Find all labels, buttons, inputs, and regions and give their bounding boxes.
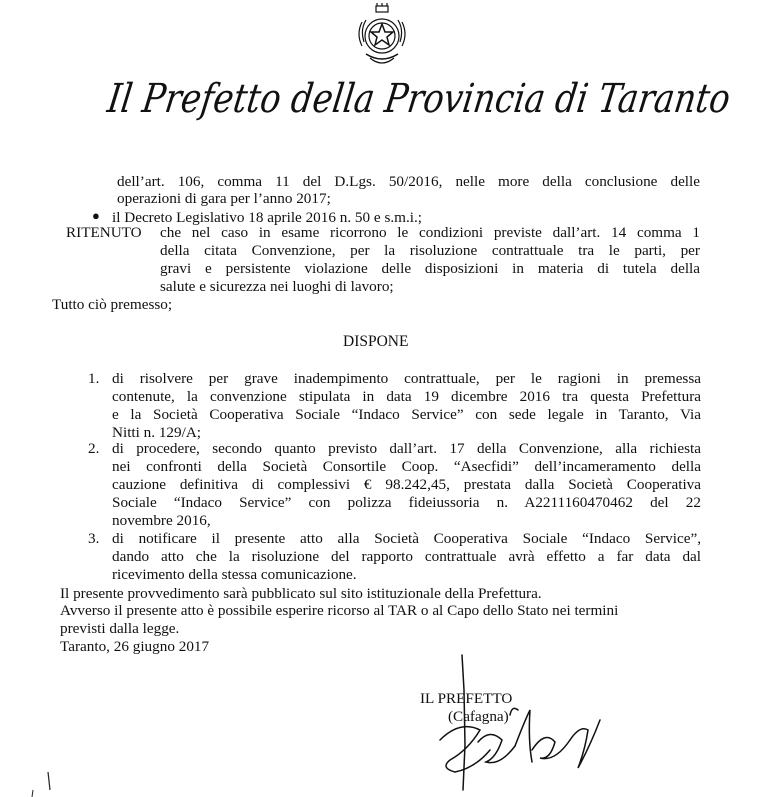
item-line: Sociale “Indaco Service” con polizza fideiussoria n. A2211160470462 del 22 — [112, 494, 701, 511]
item-line: novembre 2016, — [112, 512, 211, 529]
item-number: 1. — [88, 370, 100, 387]
preamble-line: operazioni di gara per l’anno 2017; — [117, 190, 331, 207]
item-line: ricevimento della stessa comunicazione. — [112, 566, 357, 583]
premesso-text: Tutto ciò premesso; — [52, 296, 173, 313]
republic-emblem-icon — [352, 2, 412, 72]
item-line: dando atto che la risoluzione del rapporto contrattuale avrà effetto a far data dal — [112, 548, 701, 565]
item-line: cauzione definitiva di complessivi € 98.242,45, prestata dalla Società Cooperativa — [112, 476, 701, 493]
date-line: Taranto, 26 giugno 2017 — [60, 638, 210, 655]
ritenuto-label: RITENUTO — [66, 224, 142, 241]
item-number: 3. — [88, 530, 100, 547]
bullet-text: il Decreto Legislativo 18 aprile 2016 n. 50 e s.m.i.; — [112, 209, 423, 226]
signature-name: (Cafagna) — [448, 708, 509, 725]
preamble-line: dell’art. 106, comma 11 del D.Lgs. 50/2016, nelle more della conclusione delle — [117, 173, 700, 190]
ritenuto-line: gravi e persistente violazione delle disposizioni in materia di tutela della — [160, 260, 700, 277]
signature-title: IL PREFETTO — [420, 690, 513, 707]
closing-line: Avverso il presente atto è possibile esperire ricorso al TAR o al Capo dello Stato nei termini — [60, 602, 619, 619]
ritenuto-line: salute e sicurezza nei luoghi di lavoro; — [160, 278, 394, 295]
scan-mark — [28, 768, 58, 797]
page-title: Il Prefetto della Provincia di Taranto — [104, 76, 734, 122]
item-line: e la Società Cooperativa Sociale “Indaco Service” con sede legale in Taranto, Via — [112, 406, 701, 423]
closing-line: Il presente provvedimento sarà pubblicato sul sito istituzionale della Prefettura. — [60, 585, 542, 602]
item-line: Nitti n. 129/A; — [112, 424, 202, 441]
ritenuto-line: della citata Convenzione, per la risoluzione contrattuale tra le parti, per — [160, 242, 700, 259]
closing-line: previsti dalla legge. — [60, 620, 180, 637]
dispone-heading: DISPONE — [343, 333, 409, 350]
bullet-icon: ● — [92, 208, 100, 223]
ritenuto-line: che nel caso in esame ricorrono le condizioni previste dall’art. 14 comma 1 — [160, 224, 700, 241]
item-line: contenute, la convenzione stipulata in data 19 dicembre 2016 tra questa Prefettura — [112, 388, 701, 405]
item-line: di notificare il presente atto alla Società Cooperativa Sociale “Indaco Service”, — [112, 530, 701, 547]
item-line: nei confronti della Società Consortile Coop. “Asecfidi” dell’incameramento della — [112, 458, 701, 475]
item-line: di risolvere per grave inadempimento contrattuale, per le ragioni in premessa — [112, 370, 701, 387]
item-line: di procedere, secondo quanto previsto dall’art. 17 della Convenzione, alla richiesta — [112, 440, 701, 457]
handwritten-signature — [420, 650, 610, 795]
item-number: 2. — [88, 440, 100, 457]
